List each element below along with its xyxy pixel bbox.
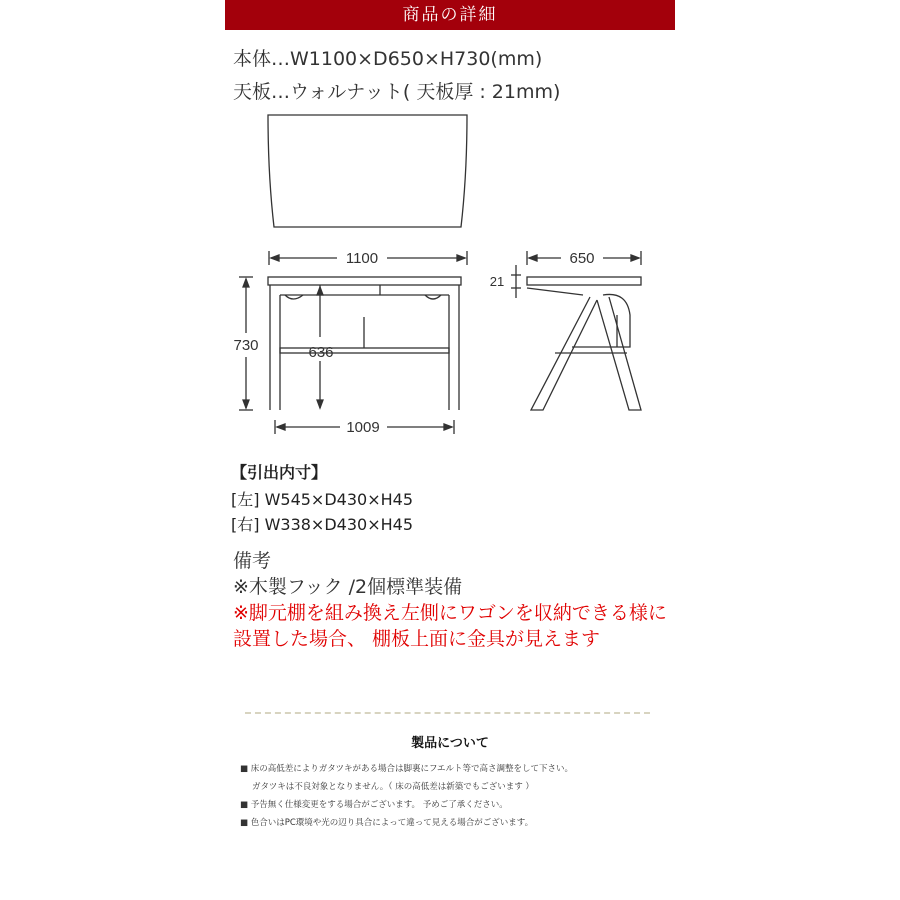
drawer-size-title: 【引出内寸】 xyxy=(231,463,328,482)
note-line: ■ 床の高低差によりガタツキがある場合は脚裏にフエルト等で高さ調整をして下さい。 xyxy=(240,764,574,774)
arrow-head xyxy=(243,279,249,287)
remarks-warning: ※脚元棚を組み換え左側にワゴンを収納できる様に設置した場合、 棚板上面に金具が見えます xyxy=(233,602,667,650)
depth-label: 650 xyxy=(569,250,595,267)
body-dimensions: 本体…W1100×D650×H730(mm) xyxy=(233,48,543,70)
arrow-head xyxy=(271,255,279,261)
front-top-board xyxy=(268,277,461,285)
product-notes-title: 製品について xyxy=(411,736,489,751)
inner-width-label: 1009 xyxy=(346,419,380,436)
top-view-outline xyxy=(268,115,467,227)
section-divider xyxy=(245,712,650,714)
product-notes xyxy=(240,760,680,832)
arrow-head xyxy=(444,424,452,430)
section-header: 商品の詳細 xyxy=(225,0,675,30)
arrow-head xyxy=(277,424,285,430)
arrow-head xyxy=(631,255,639,261)
drawer-left-size: [左] W545×D430×H45 xyxy=(231,490,413,509)
width-label: 1100 xyxy=(345,250,379,267)
arrow-head xyxy=(243,400,249,408)
arrow-head xyxy=(457,255,465,261)
note-line: ■ 予告無く仕様変更をする場合がございます。 予めご了承ください。 xyxy=(240,800,508,810)
desk-dimension-diagram xyxy=(225,105,675,445)
note-line: ■ 色合いはPC環境や光の辺り具合によって違って見える場合がございます。 xyxy=(240,818,534,828)
inner-height-label: 636 xyxy=(308,344,334,361)
front-shelf xyxy=(280,348,449,353)
arrow-head xyxy=(317,400,323,408)
side-top-board xyxy=(527,277,641,285)
side-apron xyxy=(527,288,583,295)
arrow-head xyxy=(317,287,323,295)
note-line: ガタツキは不良対象となりません。（ 床の高低差は新築でもございます ） xyxy=(252,782,534,792)
remarks-title: 備考 xyxy=(233,550,272,572)
remarks-hook-note: ※木製フック /2個標準装備 xyxy=(233,576,463,598)
arrow-head xyxy=(529,255,537,261)
drawer-right-size: [右] W338×D430×H45 xyxy=(231,515,413,534)
height-label: 730 xyxy=(233,337,259,354)
thickness-label: 21 xyxy=(489,274,505,289)
top-material: 天板…ウォルナット( 天板厚 : 21mm) xyxy=(233,81,561,103)
